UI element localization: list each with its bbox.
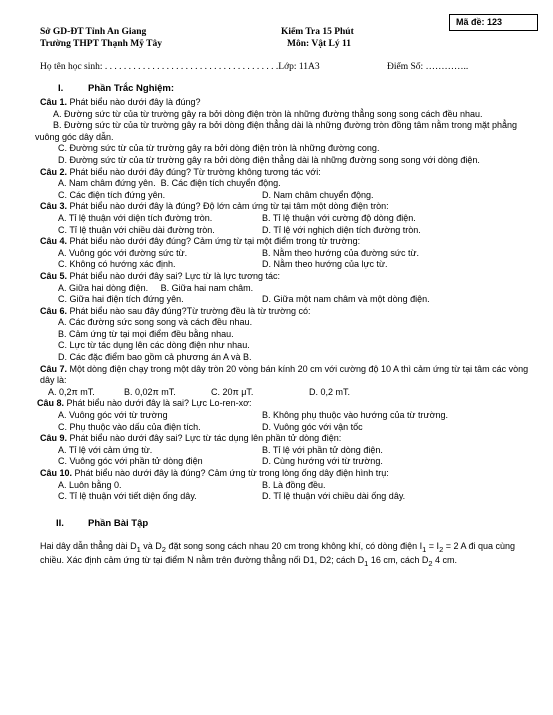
option-b: B. Tỉ lệ thuận với cường độ dòng điện. xyxy=(262,212,416,223)
options-cd xyxy=(40,491,530,503)
exercise-part: 4 cm. xyxy=(432,555,458,566)
exercise-part: Hai dây dẫn thẳng dài D xyxy=(40,541,137,551)
option-a: A. Giữa hai dòng điện. xyxy=(58,282,149,293)
question-text: Phát biểu nào dưới đây đúng? Từ trường không tương tác với: xyxy=(67,166,321,177)
question-number: Câu 8. xyxy=(37,398,65,409)
option-c: C. Không có hướng xác định. xyxy=(58,259,176,270)
options-cd xyxy=(40,456,530,468)
option-d: D. Nằm theo hướng của lực từ. xyxy=(262,259,388,270)
option-a: A. 0,2π mT. xyxy=(48,386,95,397)
option-a: A. Tỉ lệ với cảm ứng từ. xyxy=(58,444,153,455)
question-8 xyxy=(37,398,530,410)
exercise-part: = 2 A đi qua cùng chiều. Xác định cảm ứng từ tại điểm N nằm trên đường thẳng nối D1, D2; cách D xyxy=(40,541,516,566)
question-text: Phát biểu nào dưới đây đúng? Cảm ứng từ tại một điểm trong từ trường: xyxy=(67,236,361,247)
option-d: D. Giữa một nam châm và một dòng điện. xyxy=(262,294,430,305)
question-number: Câu 6. xyxy=(40,305,68,316)
options-abcd xyxy=(36,387,530,399)
question-4 xyxy=(40,236,530,248)
option-c: C. Các điện tích đứng yên. xyxy=(58,189,166,200)
subscript: 2 xyxy=(161,544,166,554)
question-number: Câu 9. xyxy=(40,433,68,444)
option-a: A. Vuông góc với đường sức từ. xyxy=(58,247,188,258)
option-d: D. Tỉ lệ với nghịch diện tích đường tròn. xyxy=(262,224,421,235)
option-c: C. Tỉ lệ thuận với chiều dài đường tròn. xyxy=(58,224,215,235)
question-number: Câu 4. xyxy=(40,236,68,247)
section2-title: Phần Bài Tập xyxy=(88,518,149,529)
school-name: Trường THPT Thạnh Mỹ Tây xyxy=(40,39,163,49)
options-ab xyxy=(40,480,530,492)
option-b: B. Các điện tích chuyển động. xyxy=(160,178,281,189)
subscript: 2 xyxy=(439,544,444,554)
options-cd xyxy=(40,294,530,306)
option-b: B. Tỉ lệ với phần tử dòng điện. xyxy=(262,444,383,455)
exercise-part: 16 cm, cách D xyxy=(368,555,429,566)
section1-title: Phần Trắc Nghiệm: xyxy=(88,83,175,94)
options-ab xyxy=(40,213,530,225)
options-cd xyxy=(40,225,530,237)
questions-list xyxy=(35,97,530,503)
option-a: A. Vuông góc với từ trường xyxy=(58,410,168,421)
subscript: 2 xyxy=(428,559,433,569)
option-d: D. Tỉ lệ thuận với chiều dài ống dây. xyxy=(262,491,406,502)
question-text: Phát biểu nào dưới đây sai? Lực từ là lực tương tác: xyxy=(67,270,281,281)
option-a: A. Đường sức từ của từ trường gây ra bởi dòng điện tròn là những đường thẳng song song cách đều nhau. xyxy=(53,108,483,119)
exercise-part: và D xyxy=(140,541,162,551)
options-ab xyxy=(40,283,530,295)
options-cd xyxy=(40,422,530,434)
exercise-part: đặt song song cách nhau 20 cm trong không khí, có dòng điện I xyxy=(165,541,423,551)
exam-title: Kiểm Tra 15 Phút xyxy=(281,27,354,37)
subject-label: Môn: Vật Lý 11 xyxy=(287,39,351,49)
question-3 xyxy=(40,201,530,213)
question-text: Phát biểu nào sau đây đúng?Từ trường đều là từ trường có: xyxy=(67,305,311,316)
question-text: Một dòng điện chạy trong một dây tròn 20 vòng bán kính 20 cm với cường độ 10 A thì cảm ứng từ tại tâm các vòng dây là: xyxy=(40,363,529,386)
question-1 xyxy=(40,97,530,109)
option-d: D. Các đặc điểm bao gồm cả phương án A và B. xyxy=(58,352,252,363)
option-c: C. Đường sức từ của từ trường gây ra bởi dòng điện tròn là những đường cong. xyxy=(58,143,380,154)
exam-code-box: Mã đề: 123 xyxy=(449,14,538,31)
exercise-part: = I xyxy=(426,541,440,551)
question-number: Câu 2. xyxy=(40,166,68,177)
option-a: A. Các đường sức song song và cách đều nhau. xyxy=(58,317,253,328)
option-d: D. Đường sức từ của từ trường gây ra bởi dòng điện thẳng dài là những đường song song với dòng điện. xyxy=(58,154,480,165)
option-b: B. Đường sức từ của từ trường gây ra bởi dòng điện thẳng dài là những đường tròn đồng tâm nằm trong mặt phẳng vuông góc dây dẫn. xyxy=(35,120,518,142)
option-d: D. Nam châm chuyển động. xyxy=(262,189,374,200)
options-ab xyxy=(40,248,530,260)
subscript: 1 xyxy=(136,544,141,554)
option-c: C. Giữa hai điện tích đứng yên. xyxy=(58,294,184,305)
question-text: Phát biểu nào dưới đây là đúng? Độ lớn cảm ứng từ tại tâm một dòng điện tròn: xyxy=(67,201,389,212)
department-name: Sở GD-ĐT Tỉnh An Giang xyxy=(40,27,147,37)
question-9 xyxy=(40,433,530,445)
option-b: B. Cảm ứng từ tại mọi điểm đều bằng nhau. xyxy=(58,328,234,339)
option-b: B. Nằm theo hướng của đường sức từ. xyxy=(262,247,419,258)
question-number: Câu 7. xyxy=(40,363,68,374)
options-ab xyxy=(40,410,530,422)
exercise-text xyxy=(40,541,530,570)
question-number: Câu 5. xyxy=(40,270,68,281)
option-d: D. Vuông góc với vận tốc xyxy=(262,421,363,432)
option-b: B. Là đồng đều. xyxy=(262,479,326,490)
options-ab xyxy=(40,445,530,457)
question-text: Phát biểu nào dưới đây là đúng? Cảm ứng từ trong lòng ống dây điện hình trụ: xyxy=(72,468,389,478)
question-number: Câu 10. xyxy=(40,468,73,478)
option-a: A. Nam châm đứng yên. xyxy=(58,178,156,189)
option-c: C. Lực từ tác dụng lên các dòng điện như nhau. xyxy=(58,340,250,351)
section2-number: II. xyxy=(56,518,64,529)
question-number: Câu 1. xyxy=(40,97,68,107)
option-c: C. 20π μT. xyxy=(211,386,254,397)
options-cd xyxy=(40,190,530,202)
subscript: 1 xyxy=(422,544,427,554)
options-cd xyxy=(40,259,530,271)
option-c: C. Phụ thuộc vào dấu của điện tích. xyxy=(58,421,201,432)
options-ab xyxy=(40,178,530,190)
option-d: D. Cùng hướng với từ trường. xyxy=(262,456,383,467)
option-a: A. Luôn bằng 0. xyxy=(58,479,122,490)
question-text: Phát biểu nào dưới đây là đúng? xyxy=(67,97,201,107)
question-text: Phát biểu nào dưới đây là sai? Lực Lo-ren-xơ: xyxy=(64,398,252,409)
question-6 xyxy=(40,306,530,318)
question-10 xyxy=(40,468,530,480)
option-c: C. Vuông góc với phần tử dòng điện xyxy=(58,456,203,467)
option-b: B. Giữa hai nam châm. xyxy=(160,282,254,293)
section1-number: I. xyxy=(58,83,64,94)
option-d: D. 0,2 mT. xyxy=(309,386,351,397)
question-text: Phát biểu nào dưới đây sai? Lực từ tác dụng lên phần tử dòng điện: xyxy=(67,433,342,444)
option-b: B. Không phụ thuộc vào hướng của từ trường. xyxy=(262,410,448,421)
option-c: C. Tỉ lệ thuận với tiết diện ống dây. xyxy=(58,491,197,502)
student-name-class-line: Họ tên học sinh: . . . . . . . . . . . . . . . . . . . . . . . . . . . . . . . . . . . . .Lớp: 11A3 xyxy=(40,62,320,72)
score-line: Điểm Số: ………….. xyxy=(387,62,469,72)
question-7 xyxy=(40,364,530,387)
question-number: Câu 3. xyxy=(40,201,68,212)
option-a: A. Tỉ lệ thuận với diện tích đường tròn. xyxy=(58,212,213,223)
question-5 xyxy=(40,271,530,283)
option-b: B. 0,02π mT. xyxy=(124,386,176,397)
subscript: 1 xyxy=(364,559,369,569)
question-2 xyxy=(40,167,530,179)
